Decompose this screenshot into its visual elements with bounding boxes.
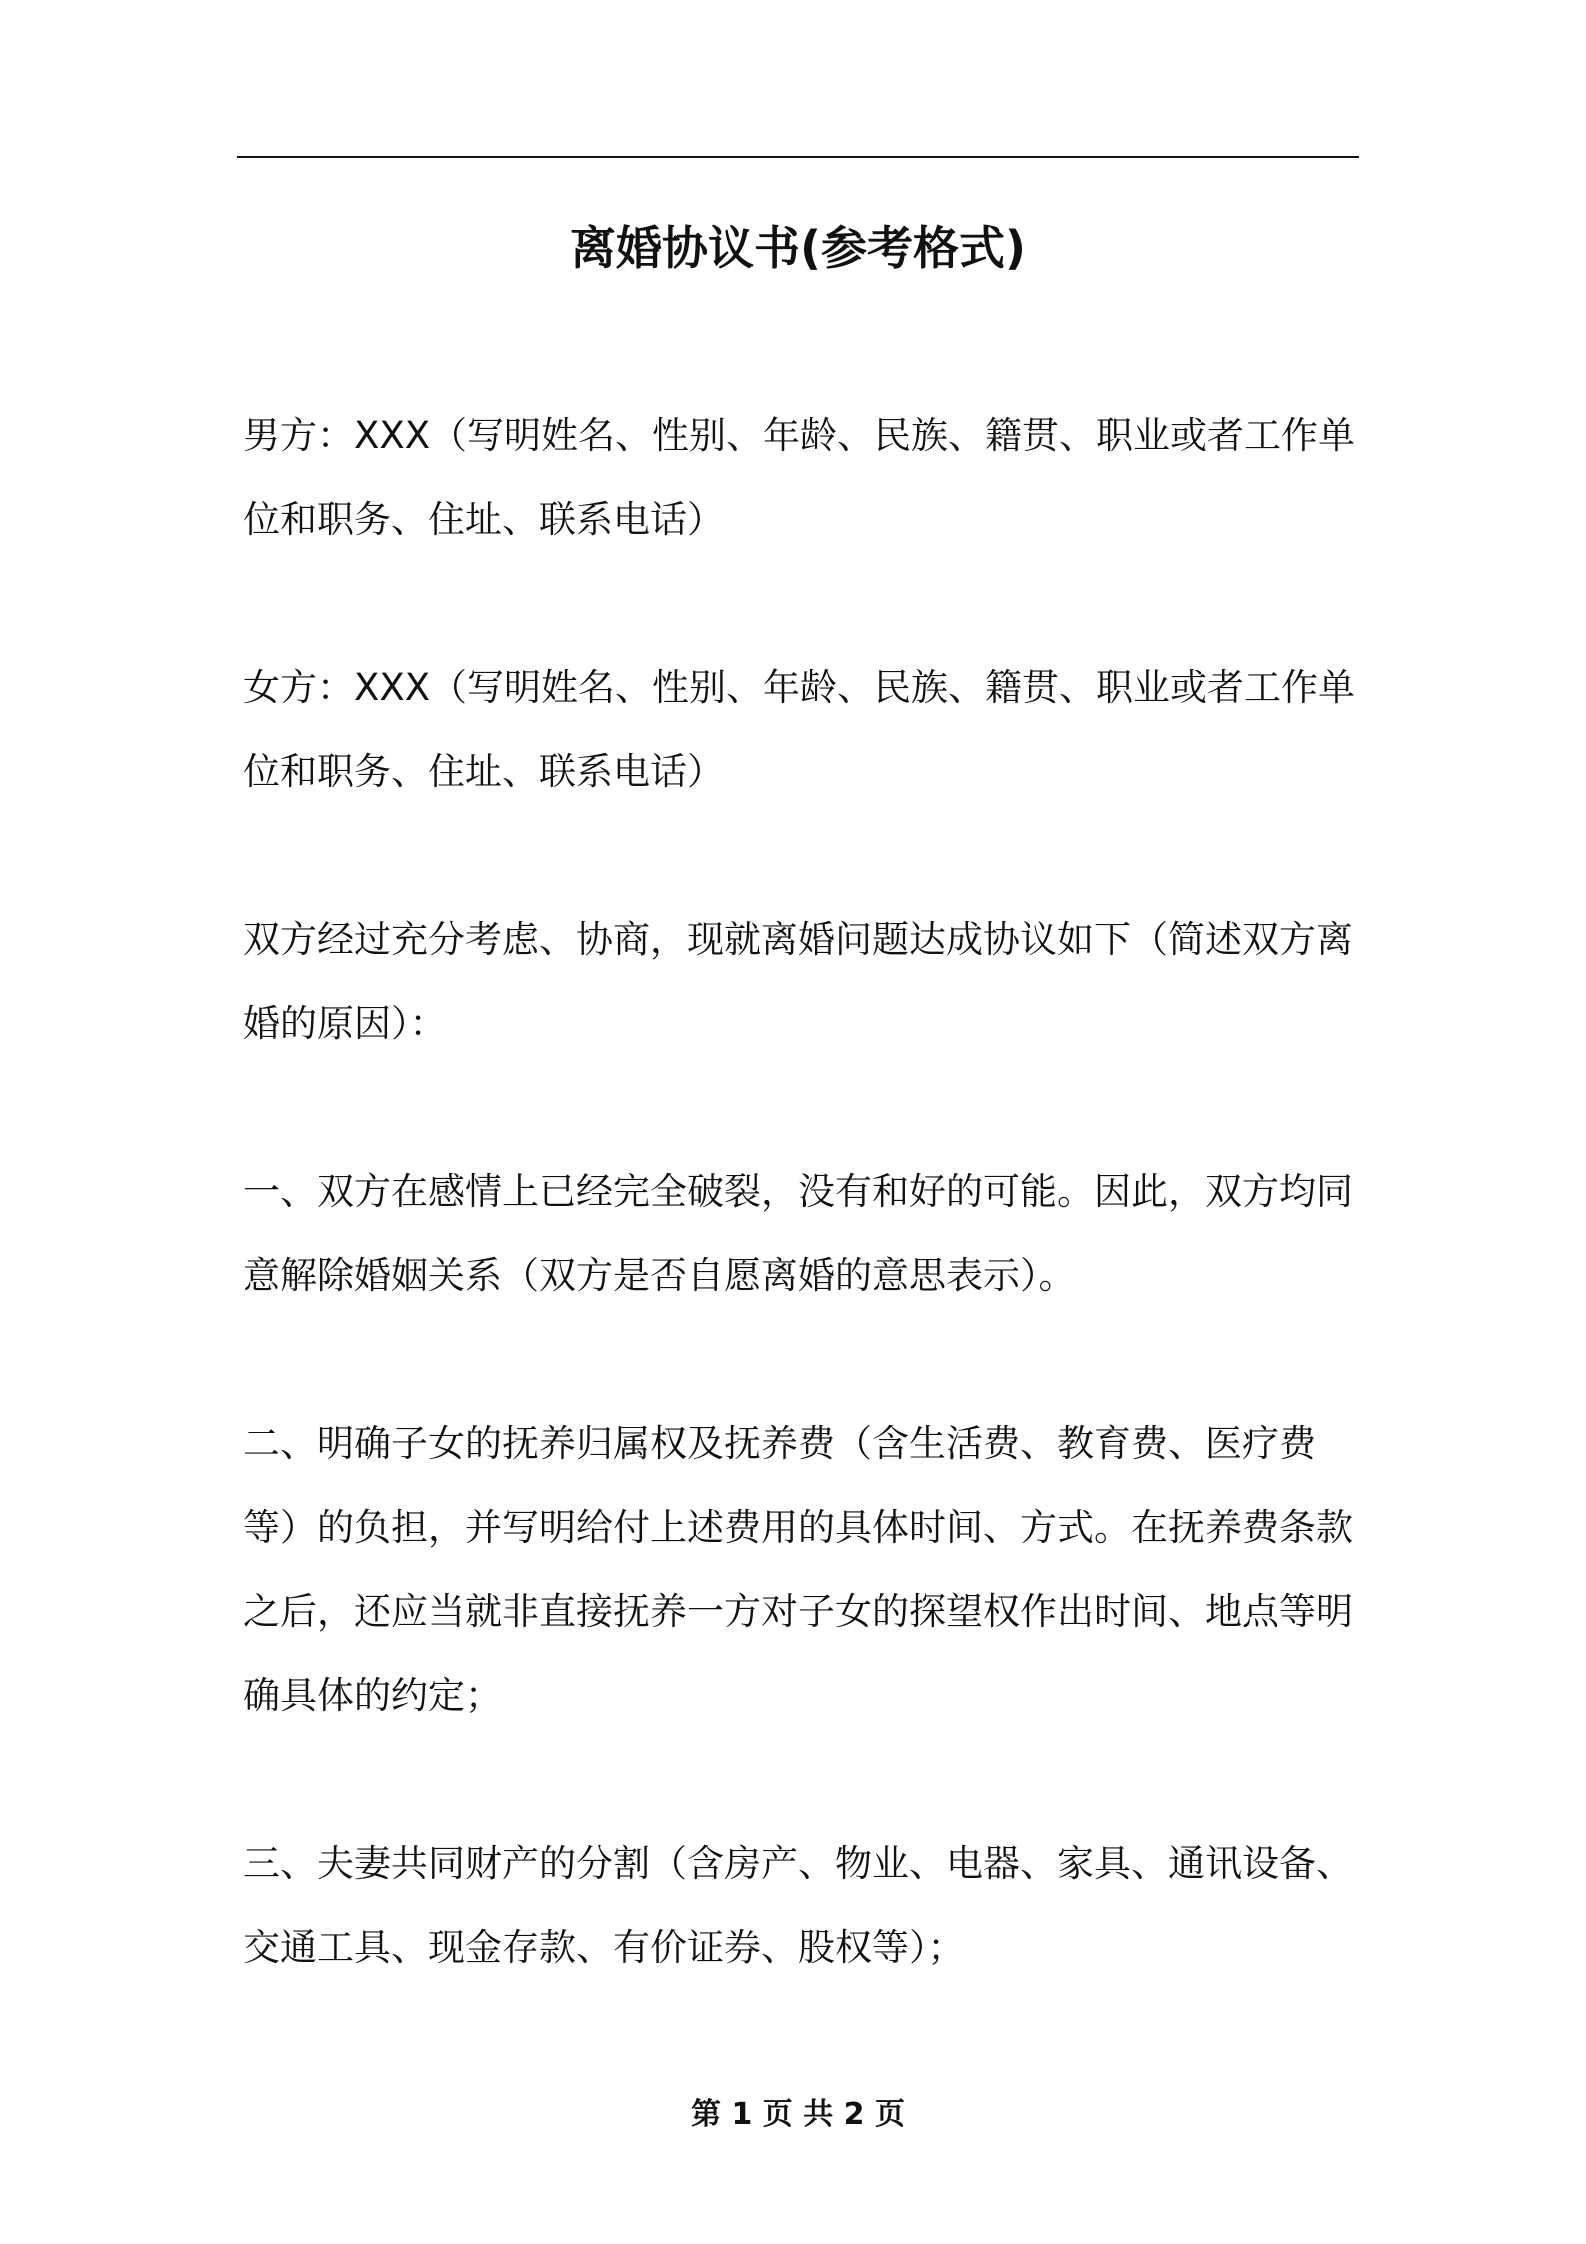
document-title: 离婚协议书(参考格式)	[569, 221, 1027, 275]
page-number-footer: 第 1 页 共 2 页	[691, 2097, 905, 2132]
paragraph-agreement-intro: 双方经过充分考虑、协商，现就离婚问题达成协议如下（简述双方离婚的原因）：	[243, 918, 1353, 1045]
paragraph-clause-two: 二、明确子女的抚养归属权及抚养费（含生活费、教育费、医疗费等）的负担，并写明给付上述费用的具体时间、方式。在抚养费条款之后，还应当就非直接抚养一方对子女的探望权作出时间、地点等明确具体的约定；	[243, 1422, 1353, 1717]
paragraph-clause-three: 三、夫妻共同财产的分割（含房产、物业、电器、家具、通讯设备、交通工具、现金存款、有价证券、股权等）；	[243, 1842, 1353, 1969]
paragraph-clause-one: 一、双方在感情上已经完全破裂，没有和好的可能。因此，双方均同意解除婚姻关系（双方是否自愿离婚的意思表示）。	[243, 1170, 1353, 1297]
header-rule	[237, 156, 1359, 158]
paragraph-female-party: 女方：XXX（写明姓名、性别、年龄、民族、籍贯、职业或者工作单位和职务、住址、联系电话）	[243, 666, 1356, 793]
paragraph-male-party: 男方：XXX（写明姓名、性别、年龄、民族、籍贯、职业或者工作单位和职务、住址、联系电话）	[243, 414, 1356, 541]
